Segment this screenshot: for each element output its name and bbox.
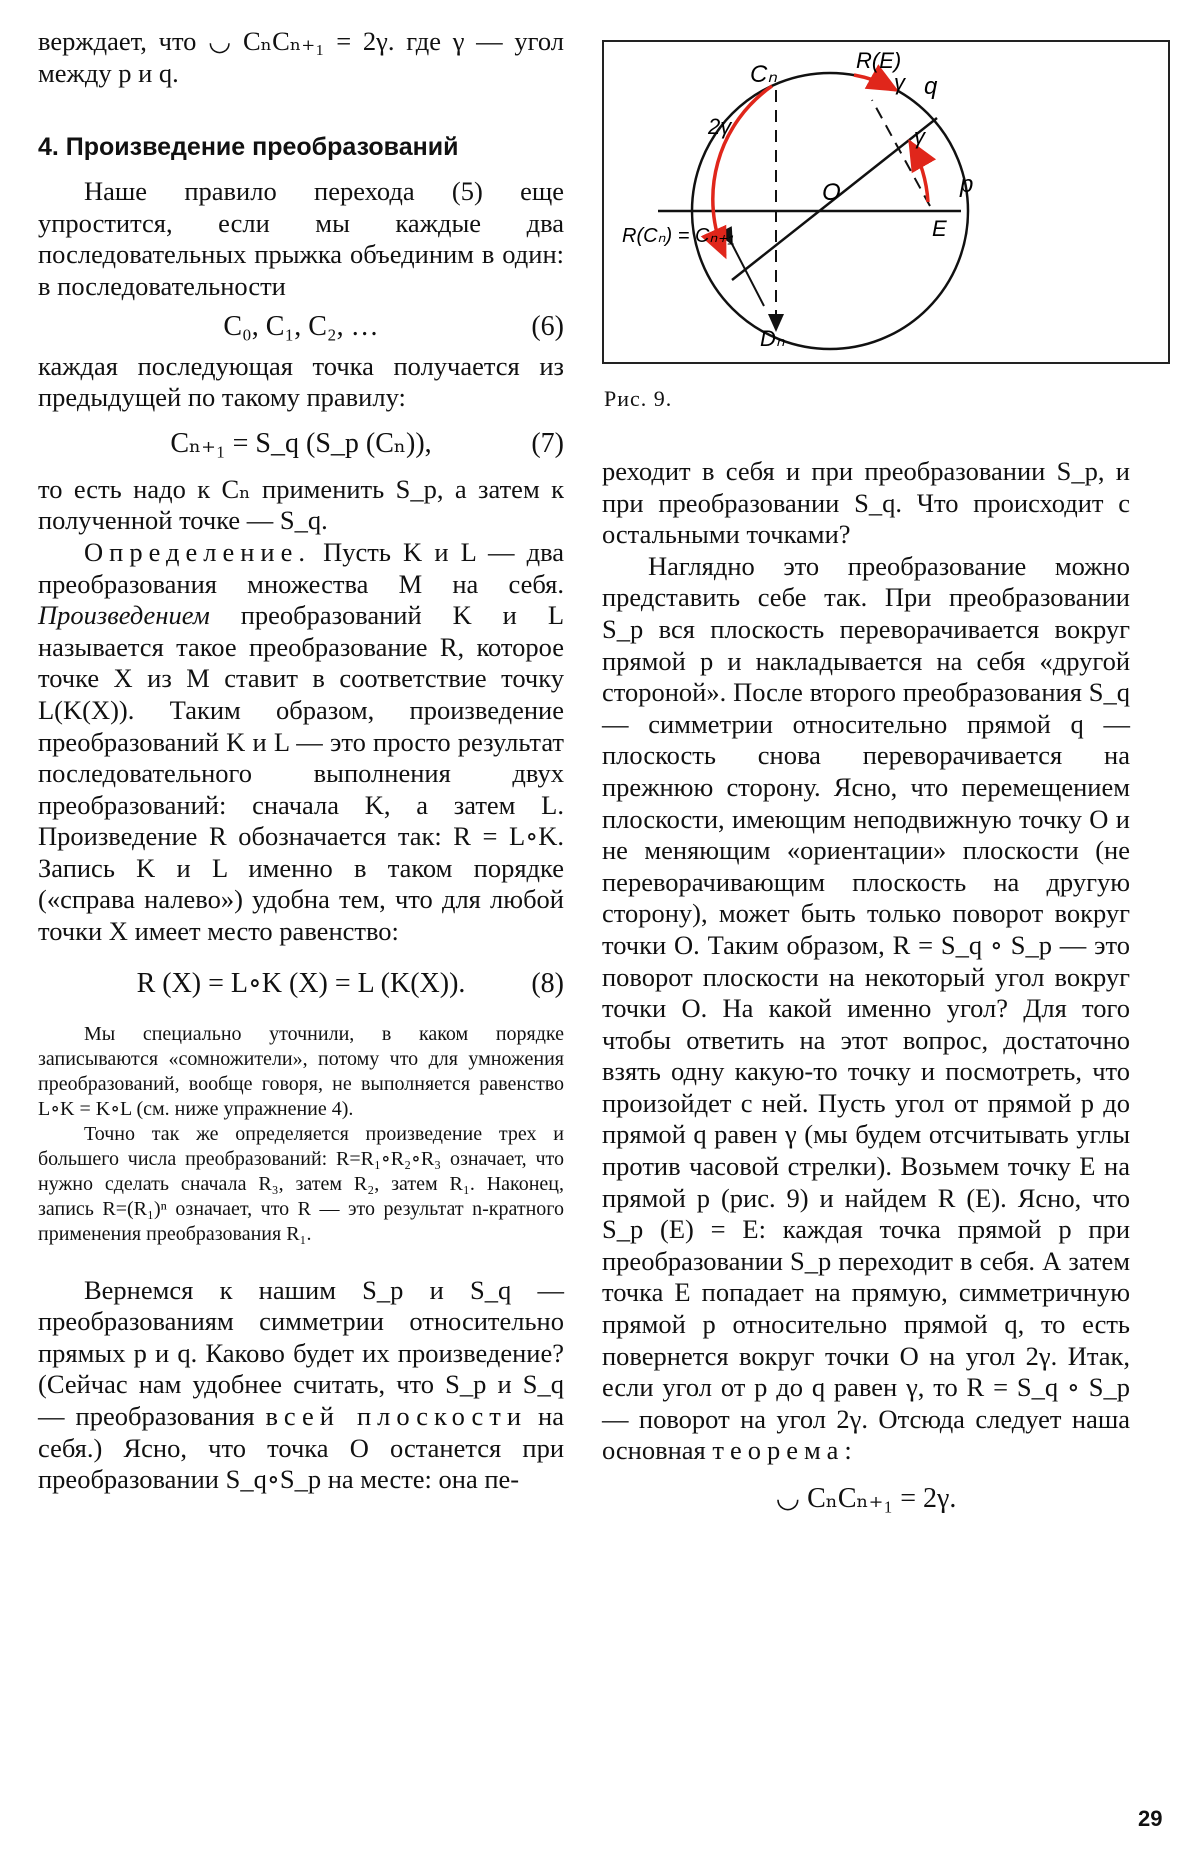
paragraph-return-c: на себя.) Ясно, что точка O останется при преобразовании S_q∘S_p на месте: она пе- [38, 1401, 564, 1495]
left-column [38, 26, 564, 1496]
label-re: R(E) [856, 48, 902, 73]
label-e: E [932, 216, 947, 241]
paragraph-rule: Наше правило перехода (5) еще упростится, если мы каждые два последовательных прыжка объединим в один: в последовательности [38, 176, 564, 301]
definition-term: Произведением [38, 600, 210, 631]
label-o: O [822, 179, 841, 206]
right-column [602, 26, 1130, 1523]
label-gamma-top: γ [894, 70, 905, 95]
final-equation [602, 1475, 1130, 1523]
definition-text: Пусть K и L — два преобразования множества M на себя. [38, 536, 565, 599]
label-dn: Dₙ [760, 326, 785, 351]
label-q: q [924, 73, 938, 100]
label-p: p [960, 171, 974, 198]
paragraph-return-a: Вернемся к нашим S_p и S_q — преобразованиям симметрии относительно прямых p и q. Каково будет их произведение? (Сейчас нам удобнее считать, что S_p и S_q — преобразования [38, 1274, 564, 1432]
equation-7-body: Cₙ₊₁ = S_q (S_p (Cₙ)), [170, 427, 432, 459]
dashed-e-re [872, 100, 930, 206]
equation-7 [38, 420, 564, 468]
equation-8-body: R (X) = L∘K (X) = L (K(X)). [136, 967, 466, 999]
equation-8-number: (8) [531, 967, 564, 999]
equation-6-number: (6) [531, 310, 564, 342]
definition-label: Определение. [84, 536, 311, 567]
figure-9-diagram [604, 42, 1168, 362]
equation-7-number: (7) [531, 427, 564, 459]
equation-8 [38, 960, 564, 1008]
label-cn: Cₙ [750, 61, 777, 88]
label-gamma-right: γ [914, 124, 925, 149]
paragraph-return-spaced: всей плоскости [265, 1401, 528, 1432]
label-rcn: R(Cₙ) = Cₙ₊₁ [622, 225, 735, 247]
definition-rest: преобразований K и L называется такое преобразование R, которое точке X из M ставит в соответствие точку L(K(X)). Таким образом, произведение преобразований K и L — это просто результат последовательного выполнения двух преобразований: сначала K, а затем L. Произведение R обозначается так: R = L∘K. Запись K и L именно в таком порядке («справа налево») удобна тем, что для любой точки X имеет место равенство: [38, 600, 565, 947]
intro-paragraph: верждает, что ◡ CₙCₙ₊₁ = 2γ. где γ — угол между p и q. [38, 26, 564, 88]
definition-paragraph [38, 537, 564, 948]
paragraph-apply: то есть надо к Cₙ применить S_p, а затем к полученной точке — S_q. [38, 473, 564, 536]
final-equation-body: ◡ CₙCₙ₊₁ = 2γ. [775, 1483, 957, 1514]
section-heading: 4. Произведение преобразований [38, 133, 459, 162]
paragraph-next-point: каждая последующая точка получается из предыдущей по такому правилу: [38, 350, 564, 413]
figure-caption: Рис. 9. [604, 386, 673, 411]
arc-gamma-upper [854, 75, 896, 90]
note-order: Мы специально уточнили, в каком порядке записываются «сомножители», потому что для умножения преобразований, вообще говоря, не выполняется равенство L∘K = K∘L (см. ниже упражнение 4). [38, 1022, 564, 1120]
right-paragraph-1: реходит в себя и при преобразовании S_p, и при преобразовании S_q. Что происходит с остальными точками? [602, 456, 1130, 550]
label-two-gamma: 2γ [708, 114, 732, 139]
theorem-word: теорема: [712, 1435, 858, 1466]
right-paragraph-2-text: Наглядно это преобразование можно представить себе так. При преобразовании S_p вся плоскость переворачивается вокруг прямой p и накладывается на себя «другой стороной». После второго преобразования S_q — симметрии относительно прямой q — плоскость снова переворачивается на прежнюю сторону. Ясно, что перемещением плоскости, имеющим неподвижную точку O и не меняющим «ориентации» плоскости (не переворачивающим плоскость на другую сторону), может быть только поворот вокруг точки O. Таким образом, R = S_q ∘ S_p — это поворот плоскости на некоторый угол вокруг точки O. На какой именно угол? Для того чтобы ответить на этот вопрос, достаточно взять одну какую-то точку и посмотреть, что произойдет с ней. Пусть угол от прямой p до прямой q равен γ (мы будем отсчитывать углы против часовой стрелки). Возьмем точку E на прямой p (рис. 9) и найдем R (E). Ясно, что S_p (E) = E: каждая точка прямой p при преобразовании S_p переходит в себя. А затем точка E попадает на прямую, симметричную прямой p относительно прямой q, то есть повернется вокруг точки O на угол 2γ. Итак, если угол от p до q равен γ, то R = S_q ∘ S_p — поворот на угол 2γ. Отсюда следует наша основная [602, 550, 1130, 1466]
figure-9 [602, 40, 1170, 364]
page-number: 29 [1138, 1806, 1163, 1831]
equation-6 [38, 303, 564, 351]
right-paragraph-2 [602, 551, 1130, 1467]
note-three-factors: Точно так же определяется произведение трех и большего числа преобразований: R=R₁∘R₂∘R₃ означает, что нужно сделать сначала R₃, затем R₂, затем R₁. Наконец, запись R=(R₁)ⁿ означает, что R — это результат n-кратного применения преобразования R₁. [38, 1122, 564, 1245]
equation-6-body: C₀, C₁, C₂, … [223, 310, 379, 342]
arc-gamma-lower [910, 142, 928, 202]
paragraph-return [38, 1275, 564, 1496]
